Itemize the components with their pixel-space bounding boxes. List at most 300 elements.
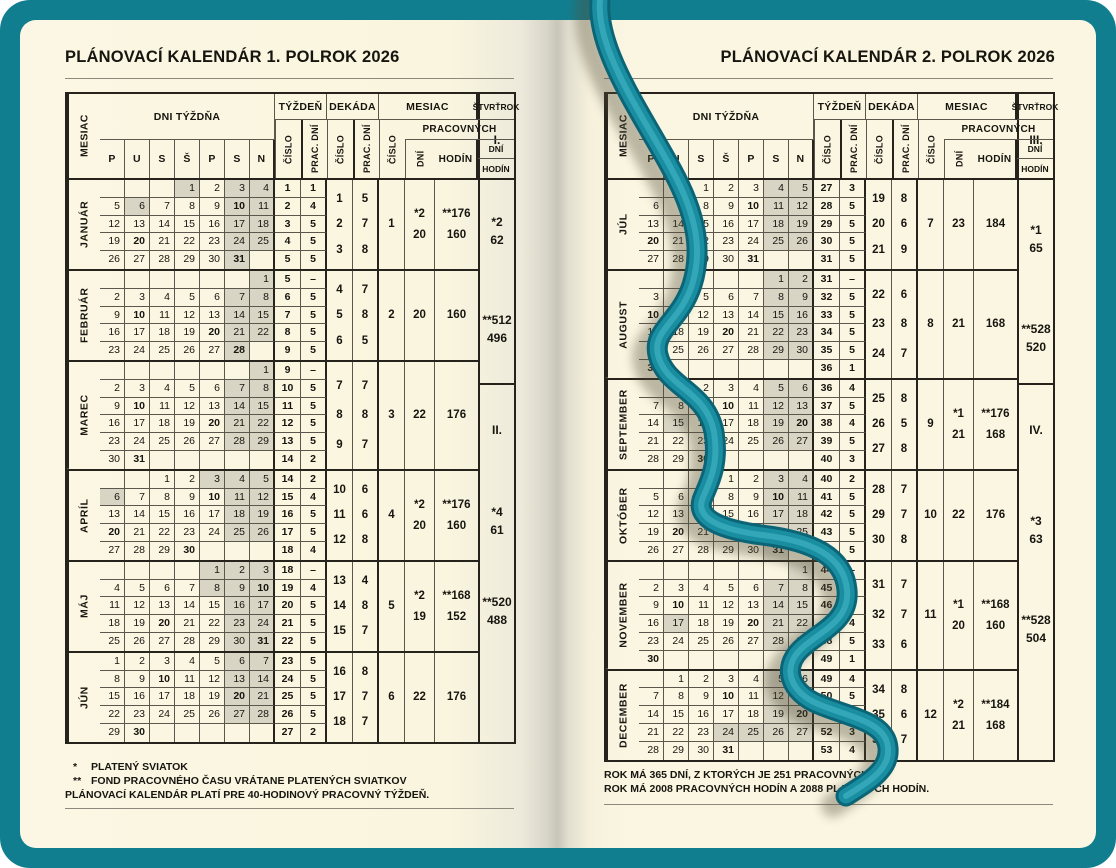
- day-cell: [664, 471, 689, 489]
- day-cell: 3: [225, 180, 250, 198]
- day-cell: 27: [714, 342, 739, 360]
- month-workdays-value: 22: [413, 691, 426, 704]
- dekada-number: 3: [336, 243, 343, 256]
- day-cell: 17: [764, 506, 789, 524]
- week-number: 19: [275, 580, 301, 598]
- dekada-numbers: [866, 671, 892, 760]
- day-cell: 7: [764, 580, 789, 598]
- day-cell: 22: [150, 524, 175, 542]
- day-cell: 30: [200, 251, 225, 269]
- day-cell: 14: [175, 597, 200, 615]
- day-cell: 23: [100, 342, 125, 360]
- dekada-number: 17: [333, 691, 346, 704]
- dekada-workdays: [892, 671, 918, 760]
- week-workdays: 1: [840, 651, 866, 669]
- day-cell: [739, 451, 764, 469]
- weekday-letter: P: [200, 140, 225, 178]
- day-cell: 3: [125, 289, 150, 307]
- dekada-workday-count: 7: [361, 625, 369, 638]
- month-number: [918, 471, 944, 560]
- day-cell: 11: [789, 489, 814, 507]
- dekada-workdays: [353, 362, 379, 469]
- day-cell: 12: [764, 398, 789, 416]
- footnote-line: [604, 782, 929, 796]
- day-cell: [764, 251, 789, 269]
- day-cell: 16: [639, 615, 664, 633]
- day-cell: 6: [739, 580, 764, 598]
- day-cell: 18: [175, 688, 200, 706]
- day-cell: 22: [714, 524, 739, 542]
- day-cell: 21: [250, 688, 275, 706]
- week-number: 40: [814, 471, 840, 489]
- day-cell: 26: [689, 342, 714, 360]
- month-label: FEBRUÁR: [67, 271, 100, 360]
- week-workdays: 4: [840, 671, 866, 689]
- day-cell: [150, 180, 175, 198]
- dekada-number: 6: [336, 334, 343, 347]
- day-cell: [639, 271, 664, 289]
- week-workdays: 5: [840, 233, 866, 251]
- day-cell: 15: [200, 597, 225, 615]
- day-cell: 18: [250, 216, 275, 234]
- day-cell: 23: [639, 633, 664, 651]
- month-number: [379, 562, 405, 651]
- month-workdays-value: 23: [952, 218, 965, 231]
- day-cell: [225, 451, 250, 469]
- dekada-workday-count: 8: [900, 443, 908, 456]
- month-label: OKTÓBER: [606, 471, 639, 560]
- day-cell: [739, 651, 764, 669]
- day-cell: 21: [175, 615, 200, 633]
- day-cell: 29: [150, 542, 175, 560]
- week-number: 41: [814, 489, 840, 507]
- day-cell: 20: [789, 706, 814, 724]
- day-cell: 18: [150, 415, 175, 433]
- day-cell: 21: [639, 433, 664, 451]
- week-workdays: 5: [840, 524, 866, 542]
- dekada-workday-count: 7: [361, 284, 369, 297]
- dekada-workdays: [353, 180, 379, 269]
- day-cell: 20: [639, 233, 664, 251]
- week-number: 31: [814, 251, 840, 269]
- week-workdays: 5: [301, 433, 327, 451]
- day-cell: [689, 360, 714, 378]
- week-number: 53: [814, 742, 840, 760]
- quarter-column: [1017, 94, 1053, 760]
- week-workdays: 5: [840, 307, 866, 325]
- day-cell: 4: [150, 380, 175, 398]
- day-cell: 1: [250, 362, 275, 380]
- day-cell: [200, 451, 225, 469]
- week-number: 28: [814, 198, 840, 216]
- day-cell: [250, 724, 275, 742]
- dekada-number: 32: [872, 609, 885, 622]
- week-number-header: ČÍSLO: [275, 120, 301, 178]
- week-workdays: 1: [840, 360, 866, 378]
- week-workdays: 5: [840, 216, 866, 234]
- day-cell: 27: [789, 724, 814, 742]
- day-cell: [150, 724, 175, 742]
- day-cell: 9: [200, 198, 225, 216]
- day-cell: [639, 671, 664, 689]
- month-workhours-value: **168: [981, 598, 1010, 611]
- day-cell: 22: [664, 724, 689, 742]
- month-workdays: [944, 562, 974, 669]
- dekada-workday-count: 4: [361, 574, 369, 587]
- weekday-letter: P: [739, 140, 764, 178]
- dekada-number: 2: [336, 218, 343, 231]
- month-workdays: [944, 671, 974, 760]
- day-cell: 5: [689, 289, 714, 307]
- dekada-numbers: [866, 380, 892, 469]
- day-cell: 24: [125, 342, 150, 360]
- day-cell: 31: [225, 251, 250, 269]
- weekdays-group-header: DNI TÝŽDŇA: [100, 94, 275, 140]
- week-workdays: 5: [840, 251, 866, 269]
- day-cell: [739, 271, 764, 289]
- week-number: 1: [275, 180, 301, 198]
- week-number: 36: [814, 380, 840, 398]
- planner-pages: [20, 20, 1096, 848]
- weekdays-group-header: DNI TÝŽDŇA: [639, 94, 814, 140]
- footnotes: [604, 768, 929, 796]
- week-workdays: 5: [840, 542, 866, 560]
- week-workdays: 5: [301, 688, 327, 706]
- month-workdays-value: 22: [413, 409, 426, 422]
- day-cell: 8: [200, 580, 225, 598]
- day-cell: [175, 451, 200, 469]
- dekada-number: 10: [333, 483, 346, 496]
- day-cell: 28: [250, 706, 275, 724]
- month-workdays: [944, 180, 974, 269]
- dekada-workday-count: 8: [900, 683, 908, 696]
- day-cell: 4: [689, 580, 714, 598]
- day-cell: 9: [100, 307, 125, 325]
- day-cell: 2: [175, 471, 200, 489]
- month-column-header: MESIAC: [606, 94, 639, 178]
- week-workdays: –: [301, 562, 327, 580]
- dekada-workdays: [892, 471, 918, 560]
- week-workdays: –: [840, 271, 866, 289]
- day-cell: 14: [225, 307, 250, 325]
- day-cell: 3: [764, 471, 789, 489]
- table-header: [67, 94, 520, 180]
- dekada-workday-count: 8: [900, 193, 908, 206]
- dekada-numbers: [866, 471, 892, 560]
- month-workdays-value: *1: [953, 407, 964, 420]
- months-stack: [67, 180, 478, 742]
- month-workdays-value: 21: [952, 428, 965, 441]
- footnote-text: ROK MÁ 365 DNÍ, Z KTORÝCH JE 251 PRACOVNÝCH.: [604, 769, 872, 781]
- month-block-jún: [67, 653, 478, 742]
- dekada-number: 4: [336, 284, 343, 297]
- table-header: [606, 94, 1059, 180]
- week-workdays: 2: [840, 471, 866, 489]
- day-cell: 16: [789, 307, 814, 325]
- month-block-máj: [67, 562, 478, 653]
- day-cell: 16: [739, 506, 764, 524]
- day-cell: 28: [764, 633, 789, 651]
- day-cell: 12: [714, 597, 739, 615]
- week-number: 2: [275, 198, 301, 216]
- day-cell: 11: [739, 688, 764, 706]
- day-cell: 10: [125, 307, 150, 325]
- day-cell: 19: [100, 233, 125, 251]
- day-cell: 21: [225, 415, 250, 433]
- month-number: [379, 653, 405, 742]
- day-cell: 5: [175, 289, 200, 307]
- day-cell: [175, 362, 200, 380]
- week-number: 9: [275, 362, 301, 380]
- day-cell: [175, 271, 200, 289]
- day-cell: 17: [714, 706, 739, 724]
- day-cell: 30: [689, 742, 714, 760]
- day-cell: [664, 360, 689, 378]
- month-workhours-value: 168: [985, 318, 1006, 331]
- month-workhours-value: 176: [446, 409, 467, 422]
- day-cell: 11: [764, 198, 789, 216]
- month-number: [918, 562, 944, 669]
- day-cell: 27: [150, 633, 175, 651]
- day-cell: 1: [100, 653, 125, 671]
- day-cell: 24: [125, 433, 150, 451]
- week-workdays: 2: [301, 724, 327, 742]
- dekada-workday-count: 6: [361, 509, 369, 522]
- dekada-number: 7: [336, 379, 343, 392]
- week-number: 46: [814, 597, 840, 615]
- day-cell: 20: [225, 688, 250, 706]
- day-cell: 30: [789, 342, 814, 360]
- day-cell: 25: [739, 724, 764, 742]
- day-cell: [250, 342, 275, 360]
- week-workdays: 5: [301, 289, 327, 307]
- day-cell: 7: [175, 580, 200, 598]
- dekada-number: 25: [872, 393, 885, 405]
- footnote-line: [65, 760, 429, 774]
- day-cell: 13: [664, 506, 689, 524]
- day-cell: 8: [150, 489, 175, 507]
- month-workdays: [944, 471, 974, 560]
- week-workdays: 5: [301, 615, 327, 633]
- day-cell: 28: [639, 451, 664, 469]
- quarter-group-header: ŠTVRŤROK: [478, 94, 514, 120]
- dekada-workday-count: 8: [361, 409, 369, 422]
- day-cell: 10: [739, 198, 764, 216]
- day-cell: 27: [664, 542, 689, 560]
- dekada-workday-count: 6: [900, 708, 908, 721]
- quarter-workdays-line: 61: [490, 523, 504, 538]
- dekada-workday-count: 8: [900, 393, 908, 405]
- weekday-letter: N: [789, 140, 814, 178]
- quarter-workhours-line: 488: [486, 613, 508, 628]
- day-cell: 8: [714, 489, 739, 507]
- week-number: 37: [814, 398, 840, 416]
- day-cell: 29: [664, 742, 689, 760]
- day-cell: 25: [689, 633, 714, 651]
- day-cell: 10: [150, 671, 175, 689]
- day-cell: 15: [100, 688, 125, 706]
- day-cell: 28: [225, 342, 250, 360]
- dekada-workday-count: 8: [361, 600, 369, 613]
- quarter-workhours-line: 496: [486, 331, 508, 346]
- title-rule: [65, 78, 514, 79]
- day-cell: 18: [789, 506, 814, 524]
- month-block-február: [67, 271, 478, 362]
- month-label: APRÍL: [67, 471, 100, 560]
- day-cell: 23: [689, 433, 714, 451]
- day-cell: 5: [764, 671, 789, 689]
- day-cell: 3: [714, 380, 739, 398]
- day-cell: 13: [200, 398, 225, 416]
- week-workdays: 5: [301, 342, 327, 360]
- day-cell: 22: [250, 324, 275, 342]
- day-cell: 29: [664, 451, 689, 469]
- day-cell: 6: [100, 489, 125, 507]
- month-column-header: MESIAC: [67, 94, 100, 178]
- dekada-number: 1: [336, 193, 343, 206]
- day-cell: 11: [175, 671, 200, 689]
- day-cell: 11: [150, 398, 175, 416]
- month-workhours-value: 160: [446, 519, 467, 532]
- day-cell: [200, 271, 225, 289]
- footnote-line: [604, 768, 929, 782]
- day-cell: 1: [150, 471, 175, 489]
- month-workhours: [974, 471, 1017, 560]
- dekada-workday-count: 8: [361, 665, 369, 678]
- quarter-workhours: [480, 276, 514, 383]
- week-number: 44: [814, 542, 840, 560]
- month-block-apríl: [67, 471, 478, 562]
- weekday-letter: P: [100, 140, 125, 178]
- day-cell: [789, 251, 814, 269]
- day-cell: 25: [150, 342, 175, 360]
- week-group-header: TÝŽDEŇ: [814, 94, 866, 120]
- footnote-line: [65, 788, 429, 802]
- month-number: [379, 471, 405, 560]
- month-workhours-value: 160: [446, 309, 467, 322]
- day-cell: 27: [200, 433, 225, 451]
- day-cell: 21: [639, 724, 664, 742]
- month-number: [379, 180, 405, 269]
- month-number-value: 5: [388, 600, 395, 613]
- month-number: [918, 380, 944, 469]
- day-cell: 9: [100, 398, 125, 416]
- day-cell: 22: [689, 233, 714, 251]
- day-cell: 28: [125, 542, 150, 560]
- dekada-number: 36: [872, 734, 885, 747]
- day-cell: 18: [739, 415, 764, 433]
- day-cell: [100, 562, 125, 580]
- day-cell: [250, 542, 275, 560]
- dekada-workday-count: 8: [361, 243, 369, 256]
- month-workhours-value: 184: [985, 218, 1006, 231]
- footer-rule: [65, 808, 514, 809]
- day-cell: 24: [639, 342, 664, 360]
- month-workdays: [944, 380, 974, 469]
- day-cell: 10: [125, 398, 150, 416]
- day-cell: 29: [175, 251, 200, 269]
- day-cell: [125, 180, 150, 198]
- day-cell: [100, 180, 125, 198]
- day-cell: 9: [739, 489, 764, 507]
- footnote-line: [65, 774, 429, 788]
- dekada-number-header: ČÍSLO: [327, 120, 353, 178]
- day-cell: [175, 562, 200, 580]
- dekada-workday-count: 6: [361, 483, 369, 496]
- quarter-days-header: DNÍ: [478, 140, 514, 159]
- dekada-number: 15: [333, 625, 346, 638]
- week-number: 10: [275, 380, 301, 398]
- day-cell: 29: [789, 633, 814, 651]
- week-number: 47: [814, 615, 840, 633]
- day-cell: 7: [639, 688, 664, 706]
- week-number: 13: [275, 433, 301, 451]
- calendar-table: [604, 92, 1059, 762]
- week-workdays: 5: [840, 433, 866, 451]
- day-cell: 25: [739, 433, 764, 451]
- week-number: 39: [814, 433, 840, 451]
- day-cell: [689, 562, 714, 580]
- day-cell: 26: [200, 706, 225, 724]
- day-cell: 23: [125, 706, 150, 724]
- day-cell: 4: [250, 180, 275, 198]
- month-number: [379, 362, 405, 469]
- quarter-workhours: [1019, 294, 1053, 383]
- week-number: 50: [814, 688, 840, 706]
- day-cell: 25: [225, 524, 250, 542]
- dekada-workday-count: 7: [900, 483, 908, 496]
- page-title: PLÁNOVACÍ KALENDÁR 2. POLROK 2026: [720, 48, 1055, 66]
- dekada-workday-count: 9: [900, 243, 908, 256]
- month-workdays: [405, 180, 435, 269]
- day-cell: 5: [764, 380, 789, 398]
- month-workhours: [974, 380, 1017, 469]
- day-cell: 14: [639, 415, 664, 433]
- day-cell: 10: [639, 307, 664, 325]
- day-cell: 17: [250, 597, 275, 615]
- day-cell: 5: [250, 471, 275, 489]
- day-cell: [150, 362, 175, 380]
- day-cell: [125, 471, 150, 489]
- dekada-number: 19: [872, 193, 885, 206]
- day-cell: 16: [100, 415, 125, 433]
- week-number: 36: [814, 360, 840, 378]
- month-number: [379, 271, 405, 360]
- day-cell: 12: [100, 216, 125, 234]
- day-cell: 2: [100, 289, 125, 307]
- page-right: [558, 20, 1096, 848]
- month-days-header: DNÍ: [405, 140, 435, 178]
- day-cell: 13: [150, 597, 175, 615]
- dekada-workdays: [353, 653, 379, 742]
- day-cell: 7: [225, 380, 250, 398]
- day-cell: [789, 451, 814, 469]
- day-cell: 1: [789, 562, 814, 580]
- quarter-workdays-line: *4: [491, 505, 503, 520]
- day-cell: 3: [739, 180, 764, 198]
- dekada-numbers: [327, 362, 353, 469]
- quarter-label-line: I.: [493, 132, 501, 147]
- day-cell: 16: [714, 216, 739, 234]
- day-cell: 26: [764, 433, 789, 451]
- day-cell: 2: [689, 671, 714, 689]
- month-workhours-value: 152: [446, 610, 467, 623]
- dekada-workday-count: 8: [361, 309, 369, 322]
- day-cell: 1: [689, 180, 714, 198]
- day-cell: [764, 451, 789, 469]
- day-cell: [100, 362, 125, 380]
- day-cell: 30: [639, 651, 664, 669]
